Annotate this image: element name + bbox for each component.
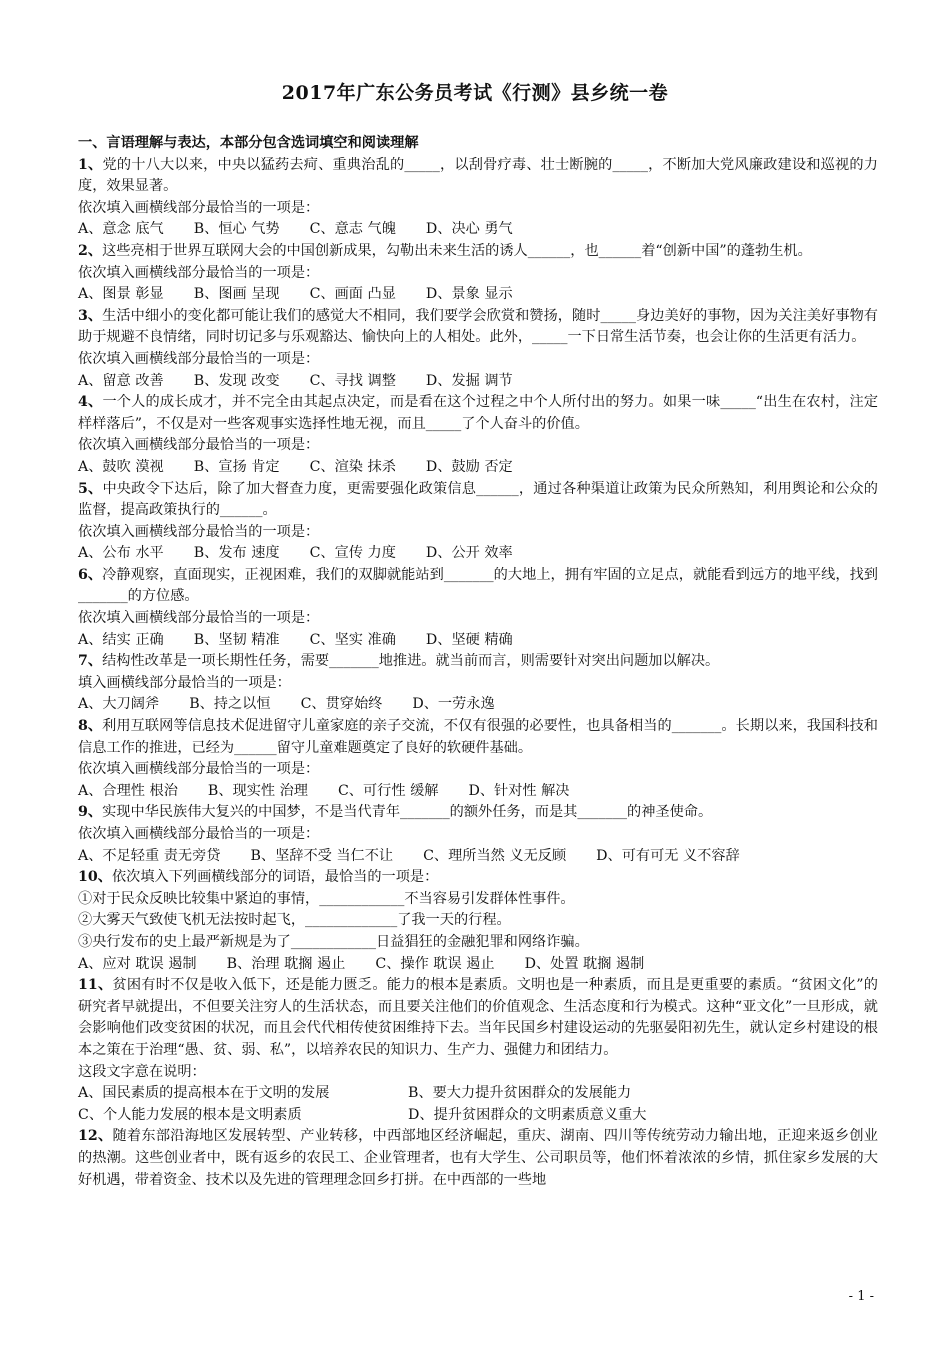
question-12 [78,1126,878,1191]
options-row [78,543,878,565]
question-number: 9、 [78,804,103,821]
question-7 [78,651,878,673]
option-c: C、意志 气魄 [309,221,396,238]
question-stem: 贫困有时不仅是收入低下，还是能力匮乏。能力的根本是素质。文明也是一种素质，而且是更重要的素质。“贫困文化”的研究者早就提出，不但要关注穷人的生活状态，而且要关注他们的价值观念、生活态度和行为模式。这种“亚文化”一旦形成，就会影响他们改变贫困的状况，而且会代代相传使贫困维持下去。当年民国乡村建设运动的先驱晏阳初先生，就认定乡村建设的根本之策在于治理“愚、贫、弱、私”，以培养农民的知识力、生产力、强健力和团结力。 [78,977,878,1058]
sub-sentence-2: ②大雾天气致使飞机无法按时起飞，_____________了我一天的行程。 [78,912,511,929]
option-a: A、合理性 根治 [78,782,178,799]
question-stem: 实现中华民族伟大复兴的中国梦，不是当代青年_______的额外任务，而是其_______的神圣使命。 [102,804,713,821]
question-stem: 依次填入下列画横线部分的词语，最恰当的一项是： [111,869,439,886]
question-prompt: 依次填入画横线部分最恰当的一项是： [78,264,320,281]
option-d: D、提升贫困群众的文明素质意义重大 [408,1106,647,1123]
question-number: 1、 [78,156,103,173]
question-stem: 利用互联网等信息技术促进留守儿童家庭的亲子交流，不仅有很强的必要性，也具备相当的_______。长期以来，我国科技和信息工作的推进，已经为______留守儿童难题奠定了良好的软硬件基础。 [78,718,878,756]
question-prompt: 依次填入画横线部分最恰当的一项是： [78,761,320,778]
section-heading: 一、言语理解与表达，本部分包含选词填空和阅读理解 [78,135,419,151]
question-number: 8、 [78,718,103,735]
option-b: B、现实性 治理 [207,782,308,799]
options-row [78,219,878,241]
option-d: D、景象 显示 [425,286,513,303]
question-stem: 结构性改革是一项长期性任务，需要_______地推进。就当前而言，则需要针对突出问题加以解决。 [102,653,720,670]
question-stem: 生活中细小的变化都可能让我们的感觉大不相同，我们要学会欣赏和赞扬，随时_____身边美好的事物，因为关注美好事物有助于规避不良情绪，同时切记多与乐观豁达、愉快向上的人相处。此外，_____一下日常生活节奏，也会让你的生活更有活力。 [78,307,878,346]
option-c: C、操作 耽误 遏止 [375,955,495,972]
question-prompt: 依次填入画横线部分最恰当的一项是： [78,610,320,627]
option-c: C、寻找 调整 [309,372,396,389]
option-c: C、画面 凸显 [309,286,396,303]
document-title: 2017年广东公务员考试《行测》县乡统一卷 [281,82,669,104]
question-5 [78,479,878,522]
option-a: A、国民素质的提高根本在于文明的发展 [78,1085,330,1102]
question-2 [78,241,878,263]
option-a: A、鼓吹 漠视 [78,458,164,475]
option-d: D、发掘 调节 [425,372,513,389]
option-d: D、可有可无 义不容辞 [596,847,740,864]
option-d: D、针对性 解决 [468,782,570,799]
question-prompt: 这段文字意在说明： [78,1063,206,1080]
question-number: 11、 [78,977,113,994]
option-d: D、决心 勇气 [425,221,513,238]
question-prompt: 依次填入画横线部分最恰当的一项是： [78,437,320,454]
options-row [78,781,878,803]
option-d: D、处置 耽搁 遏制 [524,955,645,972]
option-d: D、公开 效率 [425,545,513,562]
sub-sentence-1: ①对于民众反映比较集中紧迫的事情，____________不当容易引发群体性事件。 [78,890,575,907]
question-number: 2、 [78,242,103,259]
option-c: C、个人能力发展的根本是文明素质 [78,1106,302,1123]
sub-sentence-3: ③央行发布的史上最严新规是为了____________日益猖狂的金融犯罪和网络诈骗。 [78,933,589,950]
option-a: A、大刀阔斧 [78,696,160,713]
option-a: A、应对 耽误 遏制 [78,955,197,972]
question-prompt: 依次填入画横线部分最恰当的一项是： [78,199,320,216]
question-number: 10、 [78,869,112,886]
option-c: C、宣传 力度 [309,545,396,562]
question-number: 5、 [78,480,103,497]
option-c: C、可行性 缓解 [337,782,439,799]
option-a: A、结实 正确 [78,631,164,648]
question-9 [78,802,878,824]
option-c: C、坚实 准确 [309,631,396,648]
question-number: 6、 [78,566,103,583]
options-row [78,694,878,716]
option-b: B、恒心 气势 [193,221,280,238]
question-stem: 中央政令下达后，除了加大督查力度，更需要强化政策信息______，通过各种渠道让政策为民众所熟知，利用舆论和公众的监督，提高政策执行的______。 [78,480,878,519]
options-row [78,1083,878,1105]
options-row [78,371,878,393]
option-a: A、留意 改善 [78,372,164,389]
option-a: A、意念 底气 [78,221,164,238]
option-b: B、发布 速度 [193,545,280,562]
option-d: D、鼓励 否定 [425,458,513,475]
question-4 [78,392,878,435]
option-c: C、理所当然 义无反顾 [423,847,567,864]
option-b: B、坚辞不受 当仁不让 [250,847,394,864]
option-a: A、图景 彰显 [78,286,164,303]
question-number: 12、 [78,1128,113,1145]
options-row [78,457,878,479]
options-row [78,1105,878,1127]
question-stem: 这些亮相于世界互联网大会的中国创新成果，勾勒出未来生活的诱人______，也______着“创新中国”的蓬勃生机。 [102,242,812,259]
options-row [78,630,878,652]
option-a: A、不足轻重 责无旁贷 [78,847,221,864]
option-b: B、持之以恒 [189,696,271,713]
option-b: B、宣扬 肯定 [193,458,280,475]
question-6 [78,565,878,608]
option-a: A、公布 水平 [78,545,164,562]
question-10 [78,867,878,889]
question-1 [78,155,878,198]
question-8 [78,716,878,759]
question-prompt: 填入画横线部分最恰当的一项是： [78,674,291,691]
question-number: 7、 [78,653,103,670]
document-body [78,133,878,1191]
question-11 [78,975,878,1061]
option-d: D、坚硬 精确 [425,631,513,648]
question-stem: 一个人的成长成才，并不完全由其起点决定，而是看在这个过程之中个人所付出的努力。如果一味_____“出生在农村，注定样样落后”，不仅是对一些客观事实选择性地无视，而且_____了个人奋斗的价值。 [78,394,879,432]
question-number: 4、 [78,394,103,411]
question-stem: 随着东部沿海地区发展转型、产业转移，中西部地区经济崛起，重庆、湖南、四川等传统劳动力输出地，正迎来返乡创业的热潮。这些创业者中，既有返乡的农民工、企业管理者，也有大学生、公司职员等，他们怀着浓浓的乡情，抓住家乡发展的大好机遇，带着资金、技术以及先进的管理理念回乡打拼。在中西部的一些地 [78,1128,878,1188]
options-row [78,846,878,868]
question-stem: 冷静观察，直面现实，正视困难，我们的双脚就能站到_______的大地上，拥有牢固的立足点，就能看到远方的地平线，找到_______的方位感。 [78,566,878,605]
question-prompt: 依次填入画横线部分最恰当的一项是： [78,523,320,540]
option-b: B、治理 耽搁 遏止 [226,955,346,972]
question-stem: 党的十八大以来，中央以猛药去疴、重典治乱的_____，以刮骨疗毒、壮士断腕的_____，不断加大党风廉政建设和巡视的力度，效果显著。 [78,156,878,195]
option-b: B、图画 呈现 [193,286,280,303]
option-c: C、渲染 抹杀 [309,458,396,475]
option-d: D、一劳永逸 [412,696,495,713]
option-b: B、坚韧 精准 [193,631,280,648]
question-prompt: 依次填入画横线部分最恰当的一项是： [78,826,320,842]
option-b: B、发现 改变 [193,372,280,389]
option-b: B、要大力提升贫困群众的发展能力 [408,1085,632,1102]
options-row [78,954,878,976]
question-number: 3、 [78,307,103,324]
question-3 [78,306,878,349]
question-prompt: 依次填入画横线部分最恰当的一项是： [78,350,320,367]
option-c: C、贯穿始终 [300,696,383,713]
options-row [78,284,878,306]
page-number: - 1 - [848,1289,874,1304]
